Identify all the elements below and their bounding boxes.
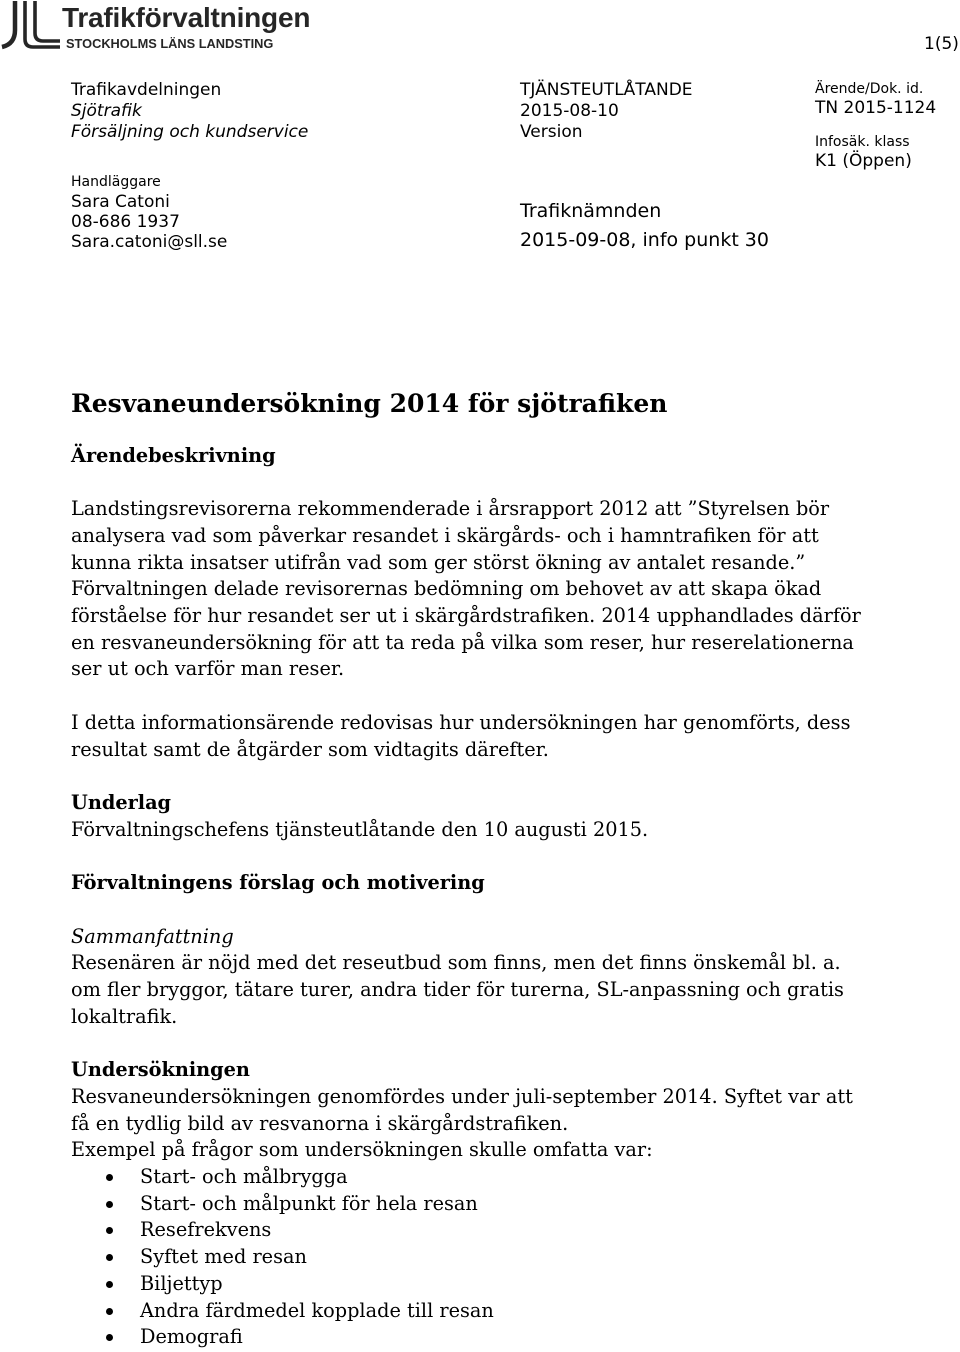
handler-name: Sara Catoni xyxy=(71,192,170,212)
logo-wordmark: Trafikförvaltningen xyxy=(62,2,311,33)
paragraph-line: lokaltrafik. xyxy=(71,1004,178,1028)
meeting-info: 2015-09-08, info punkt 30 xyxy=(520,228,769,251)
security-class: K1 (Öppen) xyxy=(815,150,912,171)
bullet-icon xyxy=(106,1174,113,1181)
list-item-text: Start- och målbrygga xyxy=(140,1165,348,1189)
handler-email: Sara.catoni@sll.se xyxy=(71,232,228,252)
paragraph-line: få en tydlig bild av resvanorna i skärgårdstrafiken. xyxy=(71,1111,569,1135)
list-item xyxy=(71,1164,941,1191)
document-type-block xyxy=(520,80,693,143)
bullet-icon xyxy=(106,1334,113,1341)
sll-logo-mark-icon xyxy=(0,0,62,52)
paragraph-line: Resvaneundersökningen genomfördes under juli-september 2014. Syftet var att xyxy=(71,1084,853,1108)
paragraph-line: Exempel på frågor som undersökningen skulle omfatta var: xyxy=(71,1138,653,1162)
bullet-icon xyxy=(106,1227,113,1234)
section-heading-arendebeskrivning: Ärendebeskrivning xyxy=(71,443,276,467)
department-name: Trafikavdelningen xyxy=(71,79,222,100)
case-id-label: Ärende/Dok. id. xyxy=(815,80,924,97)
list-item xyxy=(71,1324,941,1351)
handler-label: Handläggare xyxy=(71,174,161,190)
list-item xyxy=(71,1217,941,1244)
page-title: Resvaneundersökning 2014 för sjötrafiken xyxy=(71,389,668,418)
paragraph-line: resultat samt de åtgärder som vidtagits därefter. xyxy=(71,737,549,761)
list-item-text: Syftet med resan xyxy=(140,1245,307,1269)
paragraph-line: Resenären är nöjd med det reseutbud som finns, men det finns önskemål bl. a. xyxy=(71,951,841,975)
bullet-list xyxy=(71,1164,941,1351)
bullet-icon xyxy=(106,1308,113,1315)
department-section: Försäljning och kundservice xyxy=(71,121,309,142)
list-item xyxy=(71,1271,941,1298)
paragraph-line: om fler bryggor, tätare turer, andra tider för turerna, SL-anpassning och gratis xyxy=(71,978,844,1001)
document-body xyxy=(71,388,941,1351)
section-heading-forslag: Förvaltningens förslag och motivering xyxy=(71,871,485,895)
department-block xyxy=(71,80,308,143)
list-item xyxy=(71,1244,941,1271)
recipient-block xyxy=(520,197,769,255)
paragraph-purpose xyxy=(71,710,941,763)
underlag-text: Förvaltningschefens tjänsteutlåtande den 10 augusti 2015. xyxy=(71,817,649,841)
case-id: TN 2015-1124 xyxy=(815,97,937,118)
bullet-icon xyxy=(106,1201,113,1208)
bullet-icon xyxy=(106,1254,113,1261)
list-item xyxy=(71,1191,941,1218)
paragraph-background xyxy=(71,496,941,683)
page-number: 1(5) xyxy=(924,34,959,54)
section-heading-underlag: Underlag xyxy=(71,790,172,814)
paragraph-line: analysera vad som påverkar resandet i skärgårds- och i hamntrafiken för att xyxy=(71,523,819,547)
document-type: TJÄNSTEUTLÅTANDE xyxy=(520,79,693,100)
list-item-text: Demografi xyxy=(140,1325,243,1349)
paragraph-line: Landstingsrevisorerna rekommenderade i årsrapport 2012 att ”Styrelsen bör xyxy=(71,497,830,521)
list-item xyxy=(71,1298,941,1325)
organization-logo xyxy=(0,0,330,54)
paragraph-summary xyxy=(71,950,941,1030)
document-date: 2015-08-10 xyxy=(520,100,619,121)
list-item-text: Resefrekvens xyxy=(140,1218,272,1242)
bullet-icon xyxy=(106,1281,113,1288)
logo-subtitle: STOCKHOLMS LÄNS LANDSTING xyxy=(66,36,274,51)
version-label: Version xyxy=(520,121,583,142)
paragraph-line: förståelse för hur resandet ser ut i skärgårdstrafiken. 2014 upphandlades därför xyxy=(71,603,861,627)
list-item-text: Biljettyp xyxy=(140,1271,223,1295)
paragraph-line: Förvaltningen delade revisorernas bedömning om behovet av att skapa ökad xyxy=(71,577,822,601)
department-unit: Sjötrafik xyxy=(71,100,142,121)
handler-phone: 08-686 1937 xyxy=(71,212,180,232)
paragraph-line: kunna rikta insatser utifrån vad som ger störst ökning av antalet resande.” xyxy=(71,550,806,574)
paragraph-survey xyxy=(71,1084,941,1164)
paragraph-line: I detta informationsärende redovisas hur undersökningen har genomförts, dess xyxy=(71,710,851,734)
handler-block xyxy=(71,172,227,252)
paragraph-line: ser ut och varför man reser. xyxy=(71,657,345,681)
subheading-sammanfattning: Sammanfattning xyxy=(71,924,234,948)
board-name: Trafiknämnden xyxy=(520,199,662,222)
section-heading-undersokningen: Undersökningen xyxy=(71,1058,250,1082)
list-item-text: Andra färdmedel kopplade till resan xyxy=(140,1298,494,1322)
list-item-text: Start- och målpunkt för hela resan xyxy=(140,1191,478,1215)
paragraph-line: en resvaneundersökning för att ta reda på vilka som reser, hur reserelationerna xyxy=(71,630,854,654)
security-class-label: Infosäk. klass xyxy=(815,133,910,150)
case-info-block xyxy=(815,80,936,171)
